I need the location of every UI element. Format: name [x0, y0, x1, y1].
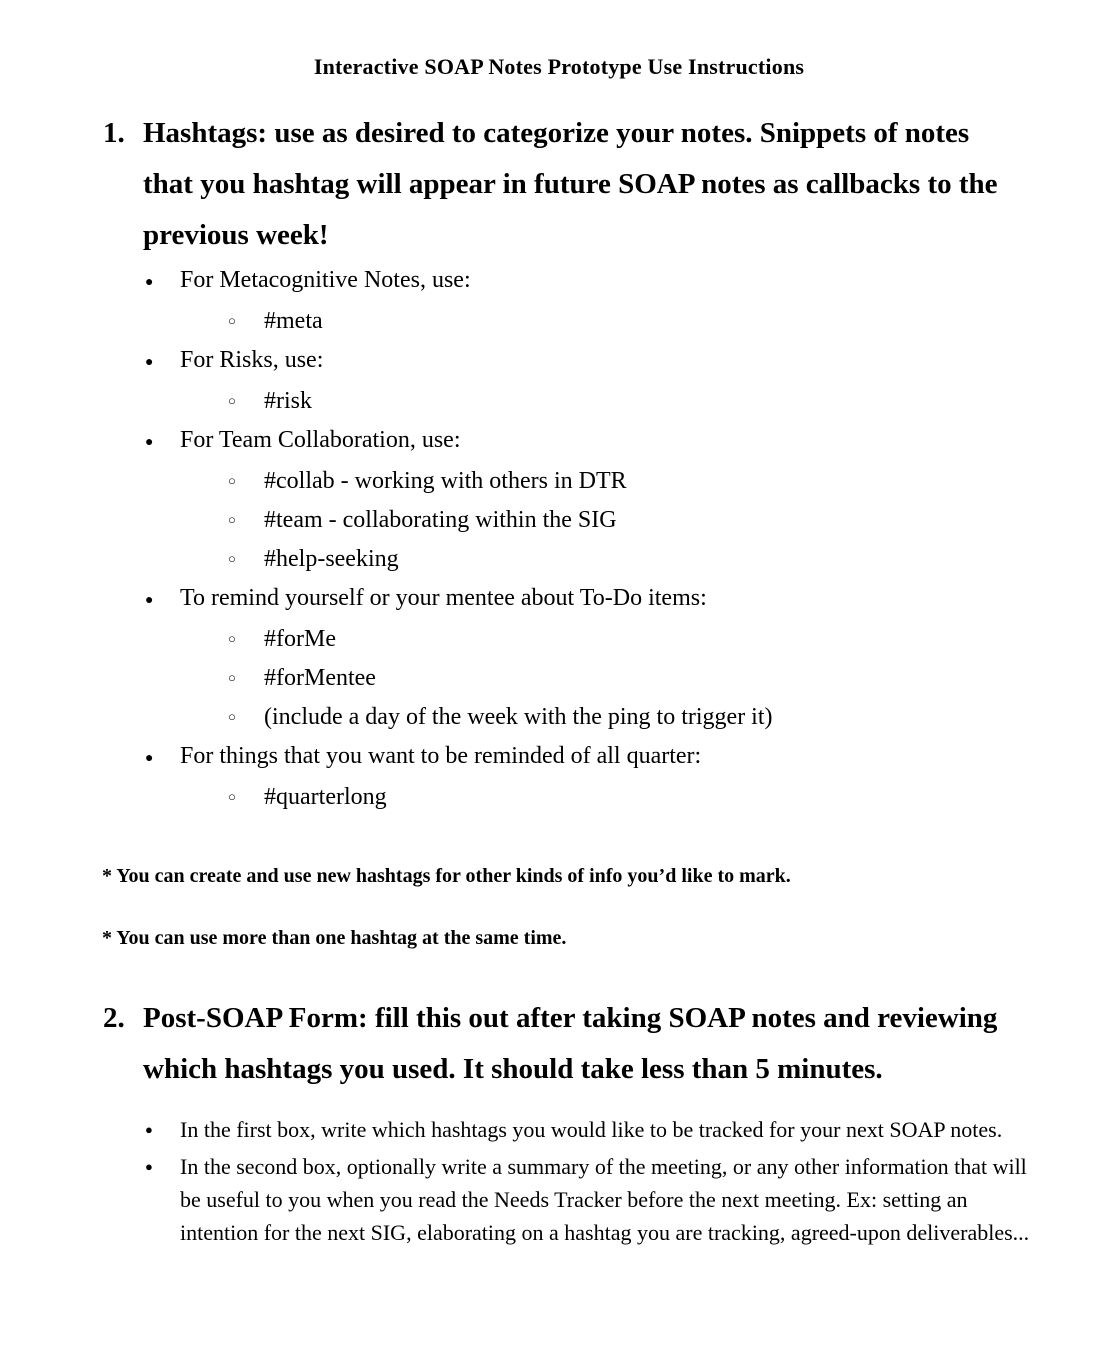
- sub-list-item: [0, 540, 1118, 579]
- numbered-item-1: [0, 108, 1118, 261]
- sub-list-item-label: #forMe: [264, 626, 336, 653]
- section-heading-1: Hashtags: use as desired to categorize your notes. Snippets of notes that you hashtag will appear in future SOAP notes as callbacks to the previous week!: [143, 117, 998, 252]
- list-item: [0, 579, 1118, 620]
- bullet-disc-icon: [145, 579, 180, 620]
- sub-list-item: [0, 501, 1118, 540]
- sub-list-item-label: (include a day of the week with the ping to trigger it): [264, 704, 773, 731]
- list-item: [0, 1150, 1118, 1249]
- sub-list-item: [0, 302, 1118, 341]
- list-item-label: For Team Collaboration, use:: [180, 427, 461, 454]
- bullet-circle-icon: [228, 620, 264, 659]
- bullet-circle-icon: [228, 382, 264, 421]
- bullet-disc-icon: [145, 261, 180, 302]
- note-create-hashtags: * You can create and use new hashtags for other kinds of info you’d like to mark.: [102, 865, 791, 888]
- section-1-bullets: [0, 261, 1118, 817]
- list-item: [0, 341, 1118, 382]
- list-item-label: For Risks, use:: [180, 347, 324, 374]
- list-item-label: For Metacognitive Notes, use:: [180, 267, 471, 294]
- list-item: [0, 1113, 1118, 1146]
- note-multiple-hashtags: * You can use more than one hashtag at the same time.: [102, 927, 567, 950]
- sub-list-item-label: #collab - working with others in DTR: [264, 468, 627, 495]
- list-number-1: 1.: [103, 117, 125, 150]
- bullet-disc-icon: [145, 1113, 180, 1146]
- sub-list-item-label: #meta: [264, 308, 323, 335]
- list-number-2: 2.: [103, 1002, 125, 1035]
- sub-list-item: [0, 778, 1118, 817]
- list-item: [0, 261, 1118, 302]
- sub-list-item: [0, 620, 1118, 659]
- bullet-circle-icon: [228, 698, 264, 737]
- bullet-disc-icon: [145, 421, 180, 462]
- sub-list-item-label: #team - collaborating within the SIG: [264, 507, 617, 534]
- sub-list-item-label: #help-seeking: [264, 546, 399, 573]
- sub-list-item-label: #risk: [264, 388, 312, 415]
- sub-list-item-label: #forMentee: [264, 665, 376, 692]
- bullet-disc-icon: [145, 341, 180, 382]
- bullet-circle-icon: [228, 501, 264, 540]
- section-heading-2: Post-SOAP Form: fill this out after taking SOAP notes and reviewing which hashtags you used. It should take less than 5 minutes.: [143, 1002, 998, 1086]
- list-item-label: To remind yourself or your mentee about To-Do items:: [180, 585, 707, 612]
- bullet-circle-icon: [228, 540, 264, 579]
- bullet-disc-icon: [145, 1150, 180, 1183]
- list-item-label: For things that you want to be reminded of all quarter:: [180, 743, 702, 770]
- sub-list-item: [0, 659, 1118, 698]
- bullet-circle-icon: [228, 659, 264, 698]
- sub-list-item: [0, 462, 1118, 501]
- bullet-circle-icon: [228, 302, 264, 341]
- sub-list-item-label: #quarterlong: [264, 784, 387, 811]
- section-2-bullets: [0, 1113, 1118, 1249]
- bullet-disc-icon: [145, 737, 180, 778]
- numbered-item-2: [0, 993, 1118, 1095]
- page-title: Interactive SOAP Notes Prototype Use Instructions: [313, 54, 805, 79]
- list-item: [0, 421, 1118, 462]
- list-item-label: In the second box, optionally write a summary of the meeting, or any other information that will be useful to you when you read the Needs Tracker before the next meeting. Ex: setting an intention for the next SIG, elaborating on a hashtag you are tracking, agreed-upon deliverables...: [180, 1154, 1030, 1246]
- sub-list-item: [0, 698, 1118, 737]
- list-item-label: In the first box, write which hashtags you would like to be tracked for your next SOAP notes.: [180, 1117, 1003, 1143]
- list-item: [0, 737, 1118, 778]
- bullet-circle-icon: [228, 462, 264, 501]
- sub-list-item: [0, 382, 1118, 421]
- bullet-circle-icon: [228, 778, 264, 817]
